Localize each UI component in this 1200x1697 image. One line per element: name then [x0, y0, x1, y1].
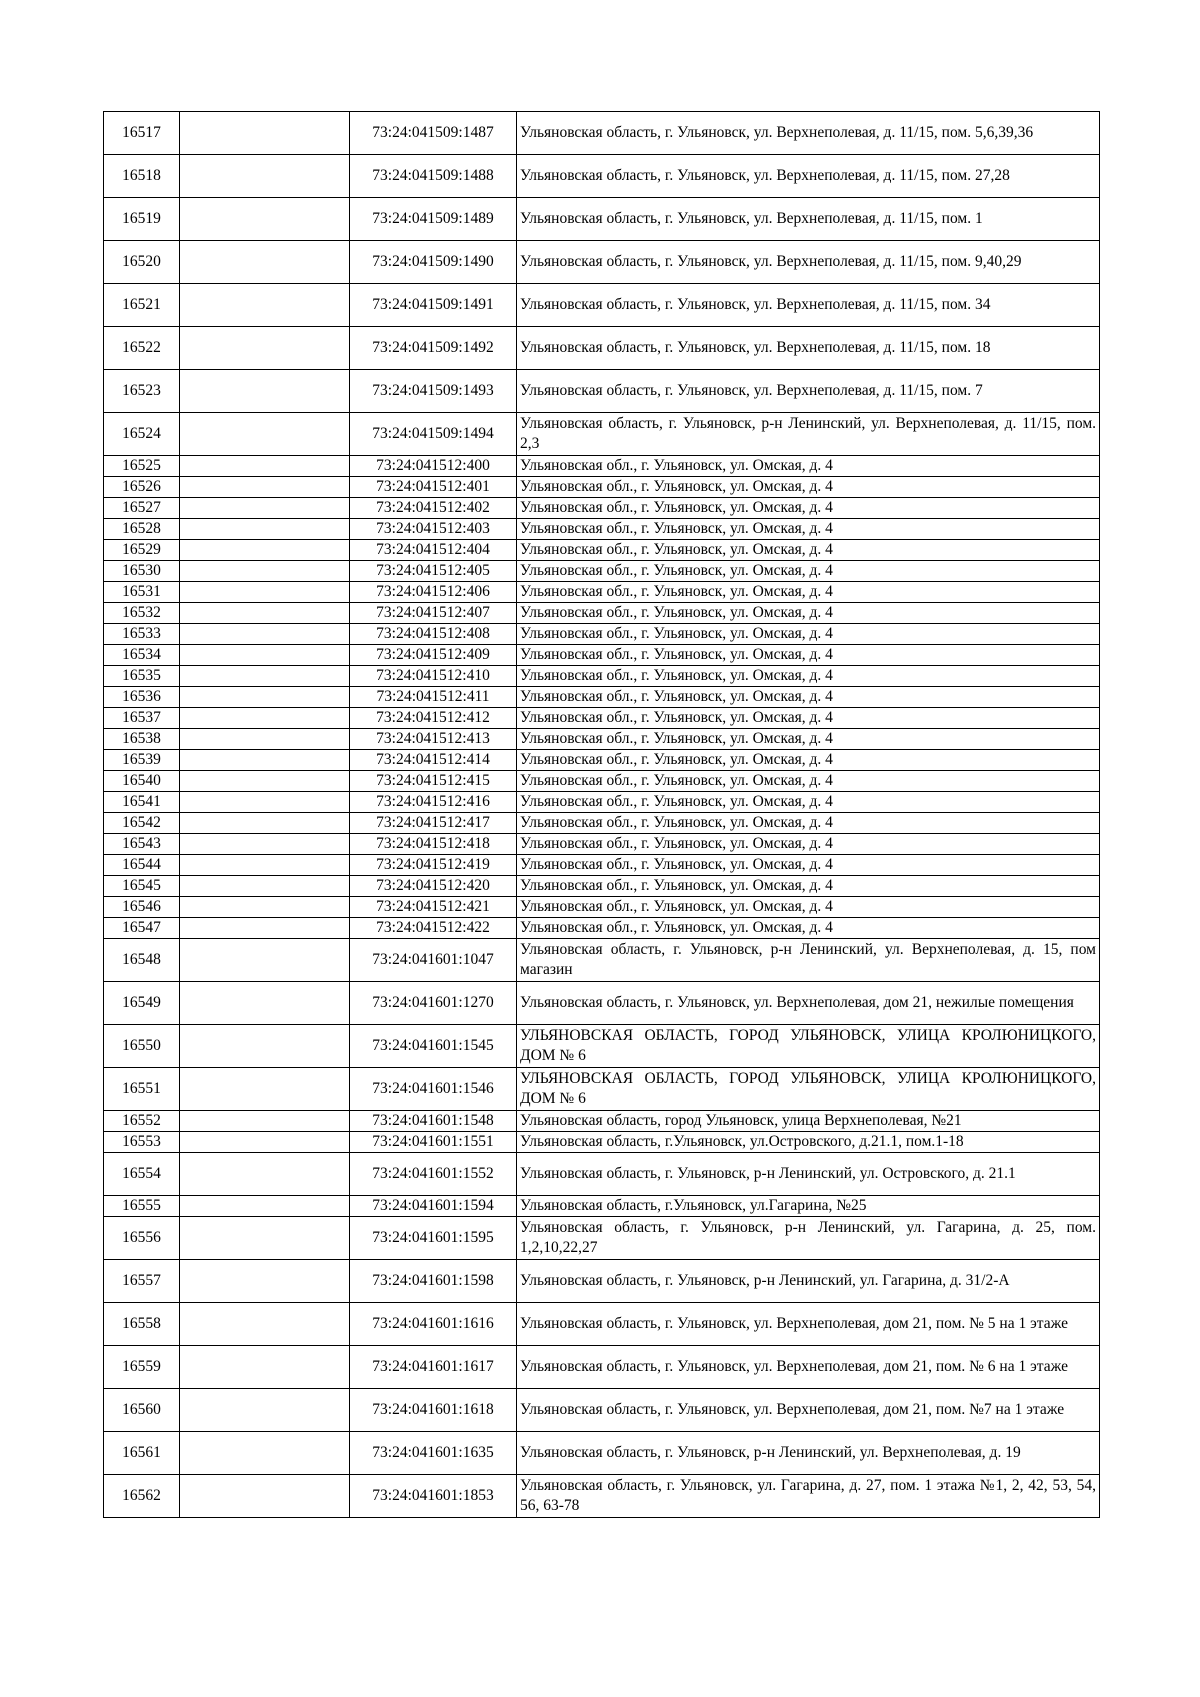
- address-cell: Ульяновская область, г.Ульяновск, ул.Гагарина, №25: [517, 1196, 1100, 1217]
- table-row: [104, 1303, 1100, 1346]
- empty-cell: [180, 1217, 350, 1260]
- row-number-cell: 16522: [104, 327, 180, 370]
- empty-cell: [180, 198, 350, 241]
- row-number-cell: 16527: [104, 498, 180, 519]
- empty-cell: [180, 1153, 350, 1196]
- cadastral-number-cell: 73:24:041601:1546: [350, 1068, 517, 1111]
- row-number-cell: 16542: [104, 813, 180, 834]
- address-cell: Ульяновская область, город Ульяновск, улица Верхнеполевая, №21: [517, 1111, 1100, 1132]
- cadastral-number-cell: 73:24:041512:403: [350, 519, 517, 540]
- row-number-cell: 16560: [104, 1389, 180, 1432]
- table-row: [104, 241, 1100, 284]
- cadastral-number-cell: 73:24:041601:1635: [350, 1432, 517, 1475]
- row-number-cell: 16543: [104, 834, 180, 855]
- register-table-body: [104, 112, 1100, 1518]
- address-cell: Ульяновская обл., г. Ульяновск, ул. Омская, д. 4: [517, 771, 1100, 792]
- cadastral-number-cell: 73:24:041509:1490: [350, 241, 517, 284]
- address-cell: Ульяновская область, г. Ульяновск, р-н Ленинский, ул. Островского, д. 21.1: [517, 1153, 1100, 1196]
- address-cell: Ульяновская область, г. Ульяновск, ул. Верхнеполевая, дом 21, пом. №7 на 1 этаже: [517, 1389, 1100, 1432]
- address-cell: Ульяновская обл., г. Ульяновск, ул. Омская, д. 4: [517, 519, 1100, 540]
- cadastral-number-cell: 73:24:041512:419: [350, 855, 517, 876]
- table-row: [104, 1346, 1100, 1389]
- cadastral-number-cell: 73:24:041512:414: [350, 750, 517, 771]
- row-number-cell: 16554: [104, 1153, 180, 1196]
- empty-cell: [180, 897, 350, 918]
- empty-cell: [180, 241, 350, 284]
- address-cell: Ульяновская обл., г. Ульяновск, ул. Омская, д. 4: [517, 876, 1100, 897]
- row-number-cell: 16562: [104, 1475, 180, 1518]
- row-number-cell: 16550: [104, 1025, 180, 1068]
- table-row: [104, 708, 1100, 729]
- row-number-cell: 16557: [104, 1260, 180, 1303]
- row-number-cell: 16524: [104, 413, 180, 456]
- cadastral-number-cell: 73:24:041601:1270: [350, 982, 517, 1025]
- address-cell: Ульяновская обл., г. Ульяновск, ул. Омская, д. 4: [517, 750, 1100, 771]
- address-cell: Ульяновская область, г. Ульяновск, р-н Ленинский, ул. Верхнеполевая, д. 19: [517, 1432, 1100, 1475]
- row-number-cell: 16539: [104, 750, 180, 771]
- address-cell: Ульяновская область, г. Ульяновск, ул. Верхнеполевая, д. 11/15, пом. 18: [517, 327, 1100, 370]
- row-number-cell: 16525: [104, 456, 180, 477]
- address-cell: Ульяновская область, г. Ульяновск, р-н Ленинский, ул. Верхнеполевая, д. 15, пом магазин: [517, 939, 1100, 982]
- cadastral-number-cell: 73:24:041512:415: [350, 771, 517, 792]
- address-cell: Ульяновская область, г. Ульяновск, ул. Верхнеполевая, дом 21, пом. № 6 на 1 этаже: [517, 1346, 1100, 1389]
- cadastral-number-cell: 73:24:041509:1487: [350, 112, 517, 155]
- empty-cell: [180, 1132, 350, 1153]
- cadastral-number-cell: 73:24:041512:417: [350, 813, 517, 834]
- empty-cell: [180, 284, 350, 327]
- empty-cell: [180, 834, 350, 855]
- address-cell: Ульяновская область, г. Ульяновск, ул. Верхнеполевая, д. 11/15, пом. 1: [517, 198, 1100, 241]
- cadastral-number-cell: 73:24:041601:1618: [350, 1389, 517, 1432]
- address-cell: Ульяновская обл., г. Ульяновск, ул. Омская, д. 4: [517, 624, 1100, 645]
- cadastral-number-cell: 73:24:041601:1551: [350, 1132, 517, 1153]
- cadastral-number-cell: 73:24:041512:416: [350, 792, 517, 813]
- cadastral-number-cell: 73:24:041601:1545: [350, 1025, 517, 1068]
- table-row: [104, 771, 1100, 792]
- cadastral-number-cell: 73:24:041509:1489: [350, 198, 517, 241]
- empty-cell: [180, 540, 350, 561]
- address-cell: Ульяновская область, г. Ульяновск, ул. Верхнеполевая, д. 11/15, пом. 7: [517, 370, 1100, 413]
- row-number-cell: 16528: [104, 519, 180, 540]
- empty-cell: [180, 561, 350, 582]
- address-cell: Ульяновская обл., г. Ульяновск, ул. Омская, д. 4: [517, 498, 1100, 519]
- table-row: [104, 284, 1100, 327]
- cadastral-number-cell: 73:24:041601:1548: [350, 1111, 517, 1132]
- row-number-cell: 16556: [104, 1217, 180, 1260]
- address-cell: Ульяновская обл., г. Ульяновск, ул. Омская, д. 4: [517, 792, 1100, 813]
- address-cell: Ульяновская область, г. Ульяновск, ул. Верхнеполевая, д. 11/15, пом. 27,28: [517, 155, 1100, 198]
- empty-cell: [180, 1303, 350, 1346]
- row-number-cell: 16526: [104, 477, 180, 498]
- cadastral-number-cell: 73:24:041601:1594: [350, 1196, 517, 1217]
- cadastral-number-cell: 73:24:041512:422: [350, 918, 517, 939]
- table-row: [104, 477, 1100, 498]
- table-row: [104, 112, 1100, 155]
- address-cell: Ульяновская область, г. Ульяновск, р-н Ленинский, ул. Гагарина, д. 31/2-А: [517, 1260, 1100, 1303]
- table-row: [104, 561, 1100, 582]
- empty-cell: [180, 1196, 350, 1217]
- table-row: [104, 855, 1100, 876]
- table-row: [104, 1132, 1100, 1153]
- table-row: [104, 1475, 1100, 1518]
- address-cell: Ульяновская обл., г. Ульяновск, ул. Омская, д. 4: [517, 897, 1100, 918]
- address-cell: Ульяновская обл., г. Ульяновск, ул. Омская, д. 4: [517, 582, 1100, 603]
- empty-cell: [180, 771, 350, 792]
- empty-cell: [180, 477, 350, 498]
- cadastral-number-cell: 73:24:041601:1617: [350, 1346, 517, 1389]
- address-cell: Ульяновская обл., г. Ульяновск, ул. Омская, д. 4: [517, 918, 1100, 939]
- address-cell: Ульяновская область, г. Ульяновск, р-н Ленинский, ул. Верхнеполевая, д. 11/15, пом. 2,3: [517, 413, 1100, 456]
- cadastral-number-cell: 73:24:041601:1616: [350, 1303, 517, 1346]
- table-row: [104, 918, 1100, 939]
- cadastral-number-cell: 73:24:041512:402: [350, 498, 517, 519]
- address-cell: Ульяновская обл., г. Ульяновск, ул. Омская, д. 4: [517, 456, 1100, 477]
- table-row: [104, 750, 1100, 771]
- empty-cell: [180, 1111, 350, 1132]
- table-row: [104, 1217, 1100, 1260]
- cadastral-number-cell: 73:24:041509:1488: [350, 155, 517, 198]
- table-row: [104, 624, 1100, 645]
- empty-cell: [180, 666, 350, 687]
- row-number-cell: 16558: [104, 1303, 180, 1346]
- table-row: [104, 370, 1100, 413]
- table-row: [104, 876, 1100, 897]
- empty-cell: [180, 155, 350, 198]
- cadastral-number-cell: 73:24:041601:1047: [350, 939, 517, 982]
- row-number-cell: 16521: [104, 284, 180, 327]
- row-number-cell: 16552: [104, 1111, 180, 1132]
- cadastral-number-cell: 73:24:041512:404: [350, 540, 517, 561]
- row-number-cell: 16533: [104, 624, 180, 645]
- address-cell: Ульяновская область, г. Ульяновск, ул. Верхнеполевая, д. 11/15, пом. 9,40,29: [517, 241, 1100, 284]
- empty-cell: [180, 1025, 350, 1068]
- row-number-cell: 16517: [104, 112, 180, 155]
- cadastral-number-cell: 73:24:041512:420: [350, 876, 517, 897]
- address-cell: Ульяновская обл., г. Ульяновск, ул. Омская, д. 4: [517, 666, 1100, 687]
- table-row: [104, 897, 1100, 918]
- address-cell: Ульяновская обл., г. Ульяновск, ул. Омская, д. 4: [517, 540, 1100, 561]
- table-row: [104, 1260, 1100, 1303]
- cadastral-number-cell: 73:24:041512:407: [350, 603, 517, 624]
- empty-cell: [180, 1389, 350, 1432]
- table-row: [104, 792, 1100, 813]
- address-cell: УЛЬЯНОВСКАЯ ОБЛАСТЬ, ГОРОД УЛЬЯНОВСК, УЛИЦА КРОЛЮНИЦКОГО, ДОМ № 6: [517, 1068, 1100, 1111]
- property-register-table: [103, 111, 1100, 1518]
- empty-cell: [180, 1346, 350, 1389]
- cadastral-number-cell: 73:24:041512:421: [350, 897, 517, 918]
- address-cell: Ульяновская область, г. Ульяновск, ул. Верхнеполевая, д. 11/15, пом. 5,6,39,36: [517, 112, 1100, 155]
- cadastral-number-cell: 73:24:041512:411: [350, 687, 517, 708]
- empty-cell: [180, 1068, 350, 1111]
- row-number-cell: 16546: [104, 897, 180, 918]
- table-row: [104, 456, 1100, 477]
- table-row: [104, 939, 1100, 982]
- cadastral-number-cell: 73:24:041601:1552: [350, 1153, 517, 1196]
- table-row: [104, 603, 1100, 624]
- empty-cell: [180, 792, 350, 813]
- empty-cell: [180, 456, 350, 477]
- row-number-cell: 16534: [104, 645, 180, 666]
- address-cell: Ульяновская область, г. Ульяновск, ул. Верхнеполевая, дом 21, пом. № 5 на 1 этаже: [517, 1303, 1100, 1346]
- table-row: [104, 666, 1100, 687]
- table-row: [104, 1196, 1100, 1217]
- cadastral-number-cell: 73:24:041512:418: [350, 834, 517, 855]
- table-row: [104, 413, 1100, 456]
- empty-cell: [180, 327, 350, 370]
- empty-cell: [180, 687, 350, 708]
- address-cell: Ульяновская обл., г. Ульяновск, ул. Омская, д. 4: [517, 561, 1100, 582]
- cadastral-number-cell: 73:24:041601:1598: [350, 1260, 517, 1303]
- table-row: [104, 327, 1100, 370]
- table-row: [104, 982, 1100, 1025]
- row-number-cell: 16536: [104, 687, 180, 708]
- empty-cell: [180, 855, 350, 876]
- table-row: [104, 1432, 1100, 1475]
- table-row: [104, 687, 1100, 708]
- empty-cell: [180, 624, 350, 645]
- cadastral-number-cell: 73:24:041509:1491: [350, 284, 517, 327]
- address-cell: Ульяновская обл., г. Ульяновск, ул. Омская, д. 4: [517, 687, 1100, 708]
- empty-cell: [180, 939, 350, 982]
- address-cell: Ульяновская область, г. Ульяновск, ул. Гагарина, д. 27, пом. 1 этажа №1, 2, 42, 53, 54, 56, 63-78: [517, 1475, 1100, 1518]
- cadastral-number-cell: 73:24:041512:409: [350, 645, 517, 666]
- row-number-cell: 16548: [104, 939, 180, 982]
- cadastral-number-cell: 73:24:041512:406: [350, 582, 517, 603]
- row-number-cell: 16553: [104, 1132, 180, 1153]
- empty-cell: [180, 370, 350, 413]
- row-number-cell: 16531: [104, 582, 180, 603]
- empty-cell: [180, 918, 350, 939]
- address-cell: Ульяновская обл., г. Ульяновск, ул. Омская, д. 4: [517, 708, 1100, 729]
- row-number-cell: 16520: [104, 241, 180, 284]
- empty-cell: [180, 1475, 350, 1518]
- empty-cell: [180, 498, 350, 519]
- row-number-cell: 16518: [104, 155, 180, 198]
- empty-cell: [180, 876, 350, 897]
- row-number-cell: 16547: [104, 918, 180, 939]
- empty-cell: [180, 582, 350, 603]
- row-number-cell: 16551: [104, 1068, 180, 1111]
- cadastral-number-cell: 73:24:041512:401: [350, 477, 517, 498]
- address-cell: Ульяновская область, г. Ульяновск, ул. Верхнеполевая, д. 11/15, пом. 34: [517, 284, 1100, 327]
- address-cell: Ульяновская обл., г. Ульяновск, ул. Омская, д. 4: [517, 729, 1100, 750]
- cadastral-number-cell: 73:24:041601:1853: [350, 1475, 517, 1518]
- empty-cell: [180, 1432, 350, 1475]
- table-row: [104, 1153, 1100, 1196]
- address-cell: Ульяновская обл., г. Ульяновск, ул. Омская, д. 4: [517, 603, 1100, 624]
- empty-cell: [180, 603, 350, 624]
- row-number-cell: 16559: [104, 1346, 180, 1389]
- row-number-cell: 16532: [104, 603, 180, 624]
- empty-cell: [180, 112, 350, 155]
- row-number-cell: 16541: [104, 792, 180, 813]
- row-number-cell: 16523: [104, 370, 180, 413]
- empty-cell: [180, 519, 350, 540]
- table-row: [104, 498, 1100, 519]
- row-number-cell: 16544: [104, 855, 180, 876]
- empty-cell: [180, 750, 350, 771]
- row-number-cell: 16538: [104, 729, 180, 750]
- cadastral-number-cell: 73:24:041509:1493: [350, 370, 517, 413]
- address-cell: Ульяновская обл., г. Ульяновск, ул. Омская, д. 4: [517, 477, 1100, 498]
- empty-cell: [180, 708, 350, 729]
- empty-cell: [180, 1260, 350, 1303]
- row-number-cell: 16537: [104, 708, 180, 729]
- address-cell: Ульяновская обл., г. Ульяновск, ул. Омская, д. 4: [517, 855, 1100, 876]
- empty-cell: [180, 729, 350, 750]
- address-cell: Ульяновская обл., г. Ульяновск, ул. Омская, д. 4: [517, 645, 1100, 666]
- row-number-cell: 16535: [104, 666, 180, 687]
- cadastral-number-cell: 73:24:041601:1595: [350, 1217, 517, 1260]
- cadastral-number-cell: 73:24:041512:400: [350, 456, 517, 477]
- table-row: [104, 1025, 1100, 1068]
- empty-cell: [180, 813, 350, 834]
- cadastral-number-cell: 73:24:041512:408: [350, 624, 517, 645]
- cadastral-number-cell: 73:24:041512:412: [350, 708, 517, 729]
- cadastral-number-cell: 73:24:041509:1494: [350, 413, 517, 456]
- table-row: [104, 582, 1100, 603]
- empty-cell: [180, 413, 350, 456]
- table-row: [104, 1389, 1100, 1432]
- row-number-cell: 16529: [104, 540, 180, 561]
- cadastral-number-cell: 73:24:041512:413: [350, 729, 517, 750]
- table-row: [104, 1068, 1100, 1111]
- table-row: [104, 729, 1100, 750]
- address-cell: Ульяновская обл., г. Ульяновск, ул. Омская, д. 4: [517, 813, 1100, 834]
- table-row: [104, 155, 1100, 198]
- address-cell: Ульяновская область, г. Ульяновск, ул. Верхнеполевая, дом 21, нежилые помещения: [517, 982, 1100, 1025]
- empty-cell: [180, 982, 350, 1025]
- address-cell: Ульяновская область, г. Ульяновск, р-н Ленинский, ул. Гагарина, д. 25, пом. 1,2,10,22,27: [517, 1217, 1100, 1260]
- row-number-cell: 16519: [104, 198, 180, 241]
- cadastral-number-cell: 73:24:041512:405: [350, 561, 517, 582]
- table-row: [104, 540, 1100, 561]
- empty-cell: [180, 645, 350, 666]
- address-cell: УЛЬЯНОВСКАЯ ОБЛАСТЬ, ГОРОД УЛЬЯНОВСК, УЛИЦА КРОЛЮНИЦКОГО, ДОМ № 6: [517, 1025, 1100, 1068]
- address-cell: Ульяновская обл., г. Ульяновск, ул. Омская, д. 4: [517, 834, 1100, 855]
- row-number-cell: 16540: [104, 771, 180, 792]
- table-row: [104, 1111, 1100, 1132]
- row-number-cell: 16545: [104, 876, 180, 897]
- table-row: [104, 834, 1100, 855]
- row-number-cell: 16555: [104, 1196, 180, 1217]
- table-row: [104, 645, 1100, 666]
- table-row: [104, 813, 1100, 834]
- table-row: [104, 519, 1100, 540]
- row-number-cell: 16530: [104, 561, 180, 582]
- cadastral-number-cell: 73:24:041509:1492: [350, 327, 517, 370]
- row-number-cell: 16561: [104, 1432, 180, 1475]
- row-number-cell: 16549: [104, 982, 180, 1025]
- address-cell: Ульяновская область, г.Ульяновск, ул.Островского, д.21.1, пом.1-18: [517, 1132, 1100, 1153]
- cadastral-number-cell: 73:24:041512:410: [350, 666, 517, 687]
- table-row: [104, 198, 1100, 241]
